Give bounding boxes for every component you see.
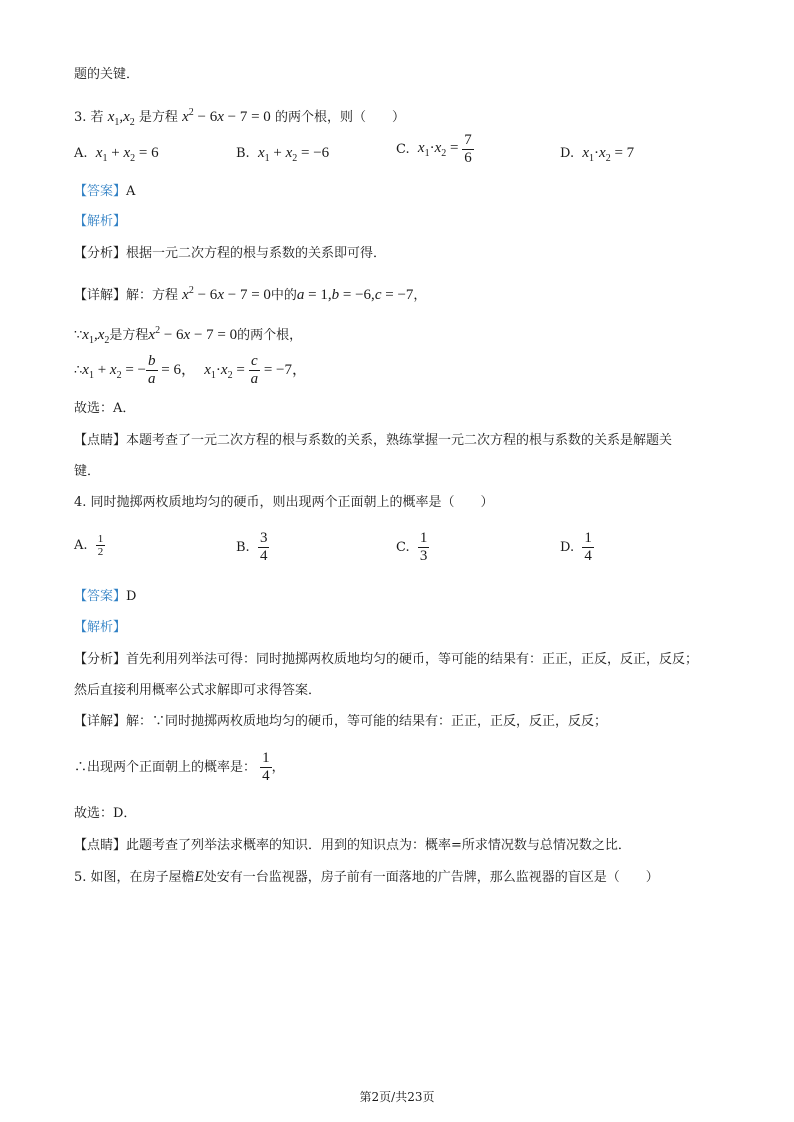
- detail-4: 【详解】解：∵同时抛掷两枚质地均匀的硬币，等可能的结果有：正正，正反，反正，反反；: [74, 714, 608, 729]
- detail-3: 【详解】解：方程 $x^2 - 6x - 7 = 0$中的a = 1,b = −6,c = −7，: [74, 285, 427, 303]
- q4-option-a: A. $\frac{1}{2}$: [74, 533, 104, 558]
- q3-option-b: B. $x_1 + x_2 = -6$: [236, 145, 330, 164]
- q4-option-c: C. $\frac{1}{3}$: [396, 530, 428, 564]
- analysis-heading-3: 【解析】: [74, 214, 127, 229]
- question-5: 5. 如图，在房子屋檐E处安有一台监视器，房子前有一面落地的广告牌，那么监视器的盲区是（ ）: [74, 869, 659, 885]
- q4-option-b: B. $\frac{3}{4}$: [236, 530, 268, 564]
- question-4: 4. 同时抛掷两枚质地均匀的硬币，则出现两个正面朝上的概率是（ ）: [74, 495, 494, 510]
- analysis-heading-4: 【解析】: [74, 620, 127, 635]
- analysis-4: 【分析】首先利用列举法可得：同时抛掷两枚质地均匀的硬币，等可能的结果有：正正，正反，反正，反反；: [74, 652, 699, 667]
- therefore-line-4: ∴出现两个正面朝上的概率是： $\frac{1}{4}$ ，: [74, 750, 285, 784]
- q3-option-d: D. $x_1\cdot x_2 = 7$: [560, 145, 635, 164]
- choice-4: 故选：D．: [74, 806, 137, 821]
- q3-option-c: C. $x_1\cdot x_2$ = $\frac{7}{6}$: [396, 132, 472, 166]
- q4-option-d: D. $\frac{1}{4}$: [560, 530, 592, 564]
- comment-3-cont: 键．: [74, 464, 101, 479]
- comment-3: 【点睛】本题考查了一元二次方程的根与系数的关系，熟练掌握一元二次方程的根与系数的关系是解题关: [74, 433, 673, 448]
- answer-3: 【答案】A: [74, 184, 136, 199]
- q3-option-a: A. $x_1 + x_2 = 6$: [74, 145, 159, 164]
- text-line: 题的关键．: [74, 67, 140, 82]
- analysis-3: 【分析】根据一元二次方程的根与系数的关系即可得．: [74, 246, 387, 261]
- answer-4: 【答案】D: [74, 589, 137, 604]
- analysis-4-cont: 然后直接利用概率公式求解即可求得答案．: [74, 683, 322, 698]
- question-3: 3. 若 $x_1,x_2$ 是方程 $x^2 - 6x - 7 = 0$ 的两个根，则（ ）: [74, 107, 405, 128]
- because-line-3: $\because x_1,x_2$是方程$x^2 - 6x - 7 = 0$的两个根，: [74, 325, 303, 346]
- comment-4: 【点睛】此题考查了列举法求概率的知识．用到的知识点为：概率=所求情况数与总情况数之比．: [74, 838, 631, 853]
- page-footer: 第2页/共23页: [359, 1090, 435, 1104]
- choice-3: 故选：A．: [74, 401, 136, 416]
- therefore-line-3: $\therefore x_1 + x_2$ = − $\frac{b}{a}$ = 6， $x_1\cdot x_2$ = $\frac{c}{a}$ = −7，: [74, 353, 307, 387]
